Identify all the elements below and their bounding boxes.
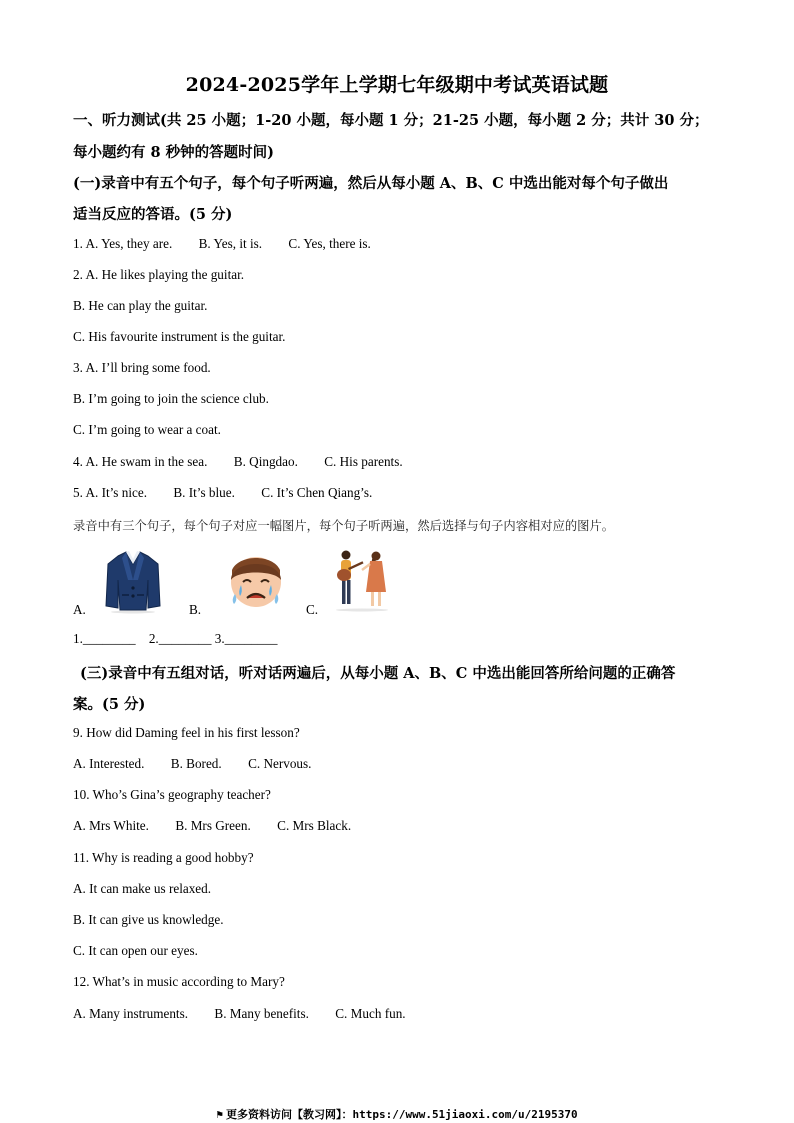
question-2: 2. A. He likes playing the guitar. [73,267,245,282]
part1-heading-line1: 一、听力测试(共 25 小题；1-20 小题，每小题 1 分；21-25 小题，每小题 2 分；共计 30 分； [73,112,709,129]
question-10: 10. Who’s Gina’s geography teacher? [73,787,271,802]
question-5: 5. A. It’s nice. B. It’s blue. C. It’s Chen Qiang’s. [73,485,373,500]
question-2-option-c: C. His favourite instrument is the guitar. [73,329,286,344]
section3-heading-line1: (三)录音中有五组对话，听对话两遍后，从每小题 A、B、C 中选出能回答所给问题的正确答 [80,665,676,682]
section2-instruction: 录音中有三个句子，每个句子对应一幅图片，每个句子听两遍，然后选择与句子内容相对应的图片。 [73,519,615,533]
question-1: 1. A. Yes, they are. B. Yes, it is. C. Yes, there is. [73,236,371,251]
question-11-option-b: B. It can give us knowledge. [73,912,224,927]
question-3-option-c: C. I’m going to wear a coat. [73,422,221,437]
crying-boy-icon [225,550,287,615]
flag-icon: ⚑ [216,1108,223,1121]
question-11-option-c: C. It can open our eyes. [73,943,198,958]
picture-c-label: C. [306,602,319,617]
section1-heading-line1: (一)录音中有五个句子，每个句子听两遍，然后从每小题 A、B、C 中选出能对每个句子做出 [73,175,669,192]
part1-heading-line2: 每小题约有 8 秒钟的答题时间) [73,144,275,161]
guitar-couple-icon [330,548,394,617]
question-4: 4. A. He swam in the sea. B. Qingdao. C. His parents. [73,454,403,469]
question-2-option-b: B. He can play the guitar. [73,298,208,313]
suit-jacket-icon [104,550,162,619]
section1-heading-line2: 适当反应的答语。(5 分) [73,206,233,223]
page-title: 2024-2025学年上学期七年级期中考试英语试题 [185,74,609,96]
question-9-options: A. Interested. B. Bored. C. Nervous. [73,756,312,771]
question-10-options: A. Mrs White. B. Mrs Green. C. Mrs Black. [73,818,352,833]
picture-b-label: B. [189,602,202,617]
footer-text[interactable]: 更多资料访问【教习网】：https://www.51jiaoxi.com/u/2195370 [225,1108,578,1121]
question-9: 9. How did Daming feel in his first lesson? [73,725,300,740]
question-3: 3. A. I’ll bring some food. [73,360,211,375]
picture-a-label: A. [73,602,86,617]
section3-heading-line2: 案。(5 分) [73,696,146,713]
section2-answer-blanks: 1.________ 2.________ 3.________ [73,631,278,646]
question-3-option-b: B. I’m going to join the science club. [73,391,269,406]
question-11-option-a: A. It can make us relaxed. [73,881,212,896]
question-12: 12. What’s in music according to Mary? [73,974,285,989]
question-11: 11. Why is reading a good hobby? [73,850,254,865]
question-12-options: A. Many instruments. B. Many benefits. C. Much fun. [73,1006,406,1021]
footer-link[interactable] [0,1106,794,1122]
